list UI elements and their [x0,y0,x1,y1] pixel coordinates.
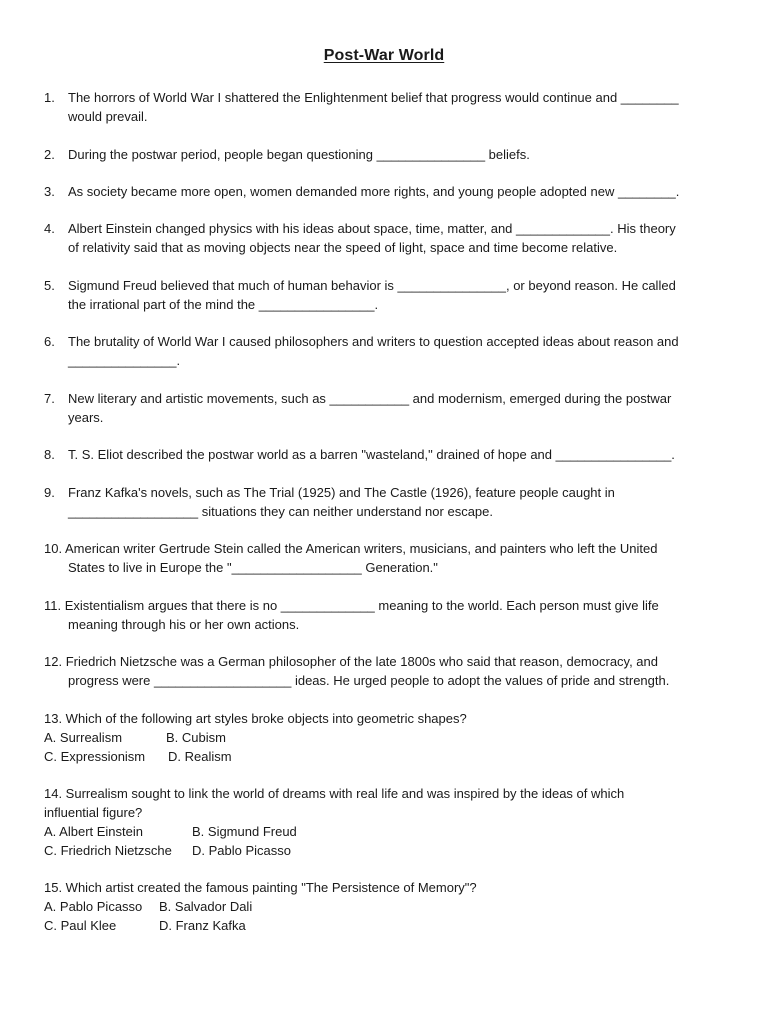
question-11 [44,596,724,634]
option-c: C. Paul Klee [44,918,117,933]
question-13 [44,709,724,766]
question-text: During the postwar period, people began questioning _______________ beliefs. [68,147,530,162]
question-5 [44,276,724,314]
question-number: 10. [44,541,63,556]
question-9 [44,483,724,521]
question-text-continued: the irrational part of the mind the ________________. [68,297,379,312]
option-row [44,897,724,916]
question-number: 6. [44,334,55,349]
question-text: Existentialism argues that there is no _____________ meaning to the world. Each person must give life [64,598,659,613]
question-text: 14. Surrealism sought to link the world of dreams with real life and was inspired by the ideas of which [44,786,625,801]
question-text: The brutality of World War I caused philosophers and writers to question accepted ideas about reason and [68,334,679,349]
page-title: Post-War World [323,47,445,64]
question-text-continued: influential figure? [44,805,143,820]
option-d: D. Pablo Picasso [192,843,291,858]
question-text: The horrors of World War I shattered the Enlightenment belief that progress would continue and ________ [68,90,679,105]
option-row [44,841,724,860]
option-d: D. Franz Kafka [159,918,246,933]
option-a: A. Pablo Picasso [44,899,143,914]
question-text-continued: meaning through his or her own actions. [68,617,300,632]
question-4 [44,219,724,257]
question-number: 8. [44,447,55,462]
question-number: 11. [44,598,62,613]
question-12 [44,652,724,690]
question-number: 12. [44,654,63,669]
question-text: Franz Kafka's novels, such as The Trial (1925) and The Castle (1926), feature people caught in [68,485,615,500]
question-text-continued: _______________. [68,353,181,368]
question-number: 2. [44,147,55,162]
option-b: B. Sigmund Freud [192,824,297,839]
question-8 [44,445,724,464]
option-a: A. Surrealism [44,730,123,745]
question-text-continued: years. [68,410,104,425]
question-text: 15. Which artist created the famous painting "The Persistence of Memory"? [44,880,477,895]
question-6 [44,332,724,370]
question-text: American writer Gertrude Stein called the American writers, musicians, and painters who left the United [64,541,658,556]
question-number: 9. [44,485,55,500]
option-row [44,728,724,747]
option-d: D. Realism [168,749,232,764]
question-text-continued: of relativity said that as moving objects near the speed of light, space and time become relative. [68,240,618,255]
question-2 [44,145,724,164]
option-c: C. Expressionism [44,749,146,764]
question-text: Albert Einstein changed physics with his ideas about space, time, matter, and _____________. His theory [68,221,676,236]
question-14 [44,784,724,860]
question-1 [44,88,724,126]
option-a: A. Albert Einstein [44,824,143,839]
question-number: 5. [44,278,55,293]
option-b: B. Cubism [166,730,226,745]
question-text: Sigmund Freud believed that much of human behavior is _______________, or beyond reason. He called [68,278,676,293]
question-number: 7. [44,391,55,406]
option-row [44,916,724,935]
question-15 [44,878,724,935]
question-10 [44,539,724,577]
question-number: 4. [44,221,55,236]
question-text: T. S. Eliot described the postwar world as a barren "wasteland," drained of hope and ________________. [68,447,675,462]
question-text-continued: States to live in Europe the "__________________ Generation." [68,560,438,575]
question-number: 3. [44,184,55,199]
question-text-continued: progress were ___________________ ideas. He urged people to adopt the values of pride and strength. [68,673,670,688]
question-text-continued: __________________ situations they can neither understand nor escape. [68,504,493,519]
question-text: As society became more open, women demanded more rights, and young people adopted new ________. [68,184,680,199]
question-text-continued: would prevail. [68,109,148,124]
question-text: 13. Which of the following art styles broke objects into geometric shapes? [44,711,467,726]
option-row [44,822,724,841]
question-number: 1. [44,90,55,105]
question-text: Friedrich Nietzsche was a German philosopher of the late 1800s who said that reason, democracy, and [65,654,658,669]
question-text: New literary and artistic movements, such as ___________ and modernism, emerged during the postwar [68,391,672,406]
question-3 [44,182,724,201]
question-7 [44,389,724,427]
option-b: B. Salvador Dali [159,899,253,914]
option-c: C. Friedrich Nietzsche [44,843,172,858]
option-row [44,747,724,766]
